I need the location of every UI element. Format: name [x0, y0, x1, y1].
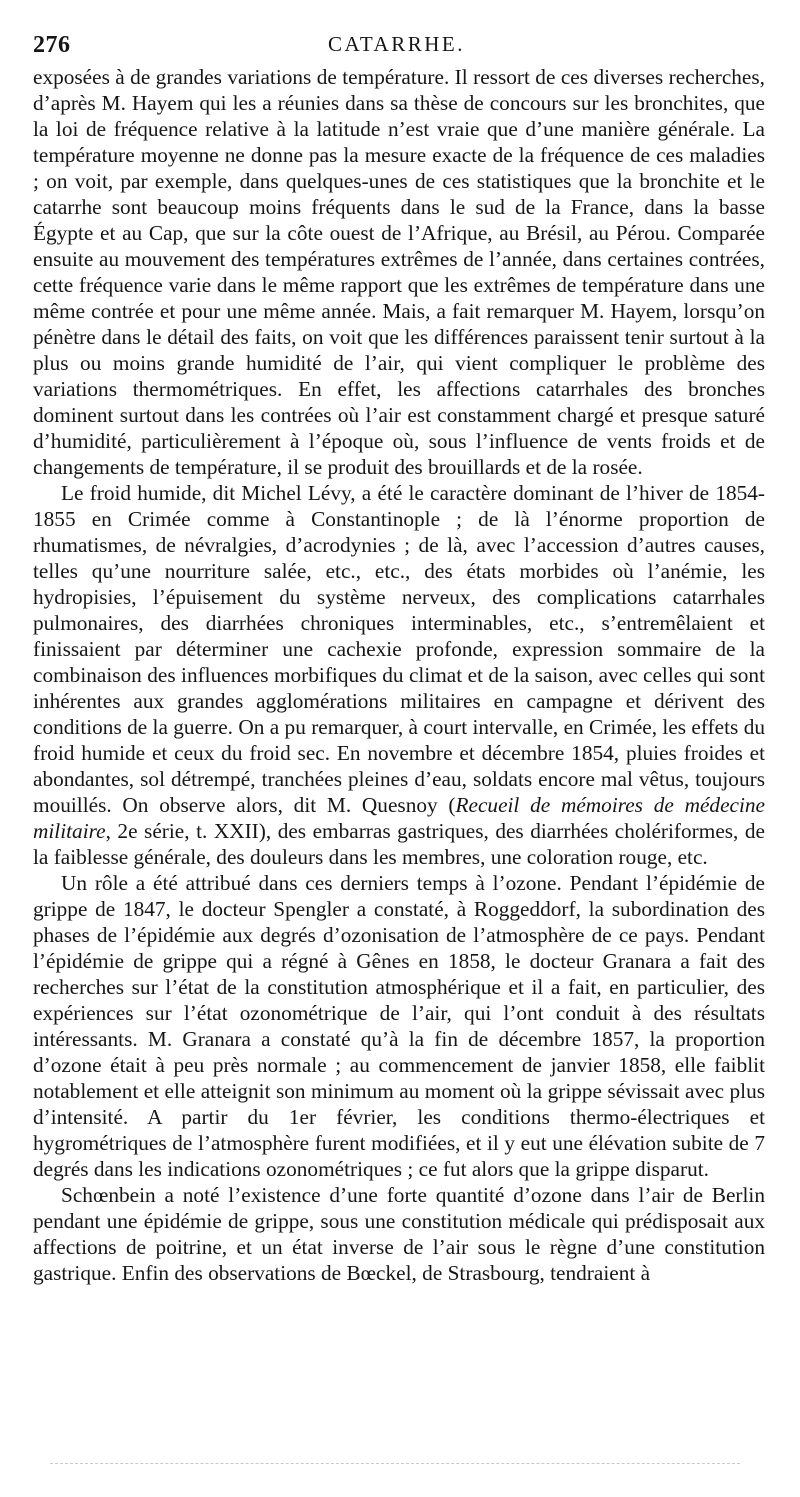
page-number: 276: [33, 32, 71, 58]
paragraph: [33, 870, 765, 1182]
paragraph-text: exposées à de grandes variations de température. Il ressort de ces diverses recherches, d’après M. Hayem qui les a réunies dans sa thèse de concours sur les bronchites, que la loi de fréquence relative à la latitude n’est vraie que d’une manière générale. La température moyenne ne donne pas la mesure exacte de la fréquence de ces maladies ; on voit, par exemple, dans quelques-unes de ces statistiques que la bronchite et le catarrhe sont beaucoup moins fréquents dans le sud de la France, dans la basse Égypte et au Cap, que sur la côte ouest de l’Afrique, au Brésil, au Pérou. Comparée ensuite au mouvement des températures extrêmes de l’année, dans certaines contrées, cette fréquence varie dans le même rapport que les extrêmes de température dans une même contrée et pour une même année. Mais, a fait remarquer M. Hayem, lorsqu’on pénètre dans le détail des faits, on voit que les différences paraissent tenir surtout à la plus ou moins grande humidité de l’air, qui vient compliquer le problème des variations thermométriques. En effet, les affections catarrhales des bronches dominent surtout dans les contrées où l’air est constamment chargé et presque saturé d’humidité, particulièrement à l’époque où, sous l’influence de vents froids et de changements de température, il se produit des brouillards et de la rosée.: [33, 65, 765, 479]
paragraph-text: Le froid humide, dit Michel Lévy, a été le caractère dominant de l’hiver de 1854-1855 en Crimée comme à Constantinople ; de là l’énorme proportion de rhumatismes, de névralgies, d’acrodynies ; de là, avec l’accession d’autres causes, telles qu’une nourriture salée, etc., etc., des états morbides où l’anémie, les hydropisies, l’épuisement du système nerveux, des complications catarrhales pulmonaires, des diarrhées chroniques interminables, etc., s’entremêlaient et finissaient par déterminer une cachexie profonde, expression sommaire de la combinaison des influences morbifiques du climat et de la saison, avec celles qui sont inhérentes aux grandes agglomérations militaires en campagne et dérivent des conditions de la guerre. On a pu remarquer, à court intervalle, en Crimée, les effets du froid humide et ceux du froid sec. En novembre et décembre 1854, pluies froides et abondantes, sol détrempé, tranchées pleines d’eau, soldats encore mal vêtus, toujours mouillés. On observe alors, dit M. Quesnoy (: [33, 481, 765, 817]
footer-rule: [50, 1463, 740, 1464]
italic-citation: Recueil de mémoires de médecine militaire: [33, 793, 765, 843]
paragraph-text: , 2e série, t. XXII), des embarras gastriques, des diarrhées cholériformes, de la faiblesse générale, des douleurs dans les membres, une coloration rouge, etc.: [33, 819, 765, 869]
paragraph: [33, 480, 765, 870]
paragraph: [33, 64, 765, 480]
body-text: [33, 64, 765, 1286]
paragraph-text: Schœnbein a noté l’existence d’une forte quantité d’ozone dans l’air de Berlin pendant une épidémie de grippe, sous une constitution médicale qui prédisposait aux affections de poitrine, et un état inverse de l’air sous le règne d’une constitution gastrique. Enfin des observations de Bœckel, de Strasbourg, tendraient à: [33, 1183, 765, 1285]
paragraph: [33, 1182, 765, 1286]
running-title: CATARRHE.: [328, 32, 465, 56]
page-header: [33, 28, 760, 62]
paragraph-text: Un rôle a été attribué dans ces derniers temps à l’ozone. Pendant l’épidémie de grippe de 1847, le docteur Spengler a constaté, à Roggeddorf, la subordination des phases de l’épidémie aux degrés d’ozonisation de l’atmosphère de ce pays. Pendant l’épidémie de grippe qui a régné à Gênes en 1858, le docteur Granara a fait des recherches sur l’état de la constitution atmosphérique et il a fait, en particulier, des expériences sur l’état ozonométrique de l’air, qui l’ont conduit à des résultats intéressants. M. Granara a constaté qu’à la fin de décembre 1857, la proportion d’ozone était à peu près normale ; au commencement de janvier 1858, elle faiblit notablement et elle atteignit son minimum au moment où la grippe sévissait avec plus d’intensité. A partir du 1er février, les conditions thermo-électriques et hygrométriques de l’atmosphère furent modifiées, et il y eut une élévation subite de 7 degrés dans les indications ozonométriques ; ce fut alors que la grippe disparut.: [33, 871, 765, 1181]
